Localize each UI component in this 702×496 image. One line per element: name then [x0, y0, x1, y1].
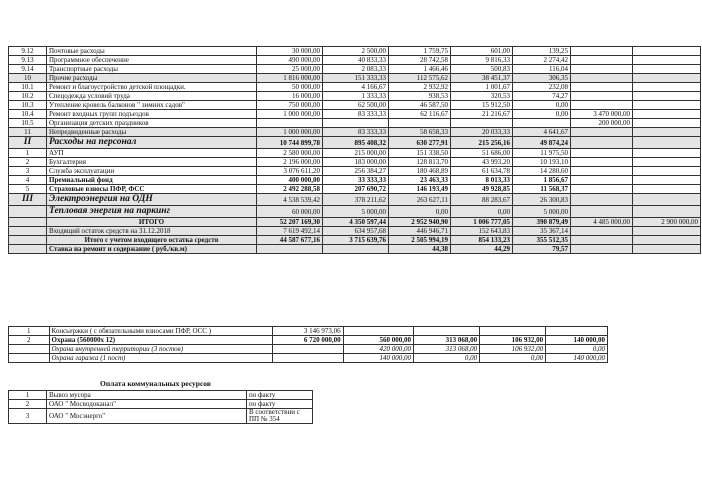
- value-cell: 854 133,23: [451, 236, 513, 245]
- row-name: Непредвиденные расходы: [47, 128, 257, 137]
- row-name: Консьержки ( с обязательными взносами ПФР, ОСС ): [49, 327, 273, 336]
- table-row: [9, 391, 313, 400]
- value-cell: 146 193,49: [389, 185, 451, 194]
- row-number: 2: [9, 400, 47, 409]
- value-cell: 20 033,33: [451, 128, 513, 137]
- value-cell: 16 000,00: [257, 92, 323, 101]
- row-number: [9, 206, 47, 218]
- table-row: [9, 409, 313, 424]
- value-cell: 14 280,60: [513, 167, 571, 176]
- row-name: Охрана (560000х 12): [49, 336, 273, 345]
- value-cell: [633, 227, 701, 236]
- row-name: Программное обеспечение: [47, 56, 257, 65]
- table-row: [9, 185, 701, 194]
- value-cell: [571, 101, 633, 110]
- row-name: Спецодежда условий труда: [47, 92, 257, 101]
- value-cell: [273, 354, 343, 363]
- table-row: [9, 245, 701, 254]
- row-number: [9, 245, 47, 254]
- value-cell: [451, 119, 513, 128]
- row-name: АУП: [47, 149, 257, 158]
- main-budget-table: [8, 46, 701, 254]
- value-cell: [633, 245, 701, 254]
- row-name: Вывоз мусора: [47, 391, 247, 400]
- row-number: 9.14: [9, 65, 47, 74]
- value-cell: 232,08: [513, 83, 571, 92]
- value-cell: [633, 185, 701, 194]
- value-cell: [257, 119, 323, 128]
- payment-note-line: по факту: [249, 399, 276, 408]
- value-cell: 5 000,00: [323, 206, 389, 218]
- row-number: III: [9, 194, 47, 206]
- value-cell: 30 000,00: [257, 47, 323, 56]
- value-cell: 106 932,00: [480, 345, 546, 354]
- table-row: [9, 47, 701, 56]
- value-cell: [571, 185, 633, 194]
- table-row: [9, 128, 701, 137]
- value-cell: 355 512,35: [513, 236, 571, 245]
- value-cell: 263 627,11: [389, 194, 451, 206]
- value-cell: 500,83: [451, 65, 513, 74]
- row-name: Ставка на ремонт и содержание ( руб./кв.м): [47, 245, 257, 254]
- value-cell: 306,35: [513, 74, 571, 83]
- payment-note: [247, 400, 313, 409]
- value-cell: [571, 74, 633, 83]
- value-cell: [633, 83, 701, 92]
- value-cell: 151 338,50: [389, 149, 451, 158]
- value-cell: [633, 119, 701, 128]
- row-name: Итого с учетом входящего остатка средств: [47, 236, 257, 245]
- table-row: [9, 110, 701, 119]
- value-cell: 83 333,33: [323, 128, 389, 137]
- value-cell: [546, 327, 608, 336]
- value-cell: [633, 128, 701, 137]
- row-number: 5: [9, 185, 47, 194]
- value-cell: 180 468,89: [389, 167, 451, 176]
- value-cell: 10 193,10: [513, 158, 571, 167]
- value-cell: 140 000,00: [546, 354, 608, 363]
- table-row: [9, 176, 701, 185]
- value-cell: 2 580 000,00: [257, 149, 323, 158]
- value-cell: 2 500,00: [323, 47, 389, 56]
- row-name: Охрана внутренней территории (3 постов): [49, 345, 273, 354]
- value-cell: 11 975,50: [513, 149, 571, 158]
- value-cell: 2 196 000,00: [257, 158, 323, 167]
- table-row: [9, 227, 701, 236]
- value-cell: [414, 327, 480, 336]
- value-cell: 8 013,33: [451, 176, 513, 185]
- value-cell: 26 300,83: [513, 194, 571, 206]
- value-cell: 23 463,33: [389, 176, 451, 185]
- value-cell: [633, 149, 701, 158]
- value-cell: 446 946,71: [389, 227, 451, 236]
- table-row: [9, 194, 701, 206]
- row-name: Транспортные расходы: [47, 65, 257, 74]
- row-number: 10.3: [9, 101, 47, 110]
- value-cell: 490 000,00: [257, 56, 323, 65]
- value-cell: [571, 194, 633, 206]
- value-cell: [633, 206, 701, 218]
- utilities-table: [8, 390, 313, 424]
- row-number: [9, 354, 50, 363]
- value-cell: 2 900 000,00: [633, 218, 701, 227]
- value-cell: 390 879,49: [513, 218, 571, 227]
- row-number: [9, 227, 47, 236]
- row-name: Охрана гаража (1 пост): [49, 354, 273, 363]
- value-cell: [571, 65, 633, 74]
- row-name: Тепловая энергия на паркинг: [47, 206, 257, 218]
- value-cell: 320,53: [451, 92, 513, 101]
- value-cell: [571, 149, 633, 158]
- table-row: [9, 74, 701, 83]
- row-number: 3: [9, 167, 47, 176]
- row-number: [9, 218, 47, 227]
- row-name: Утепление кровель балконов " зимних садов": [47, 101, 257, 110]
- value-cell: 1 333,33: [323, 92, 389, 101]
- value-cell: [571, 47, 633, 56]
- value-cell: [633, 137, 701, 149]
- table-row: [9, 65, 701, 74]
- row-name: Организация детских праздников: [47, 119, 257, 128]
- value-cell: 62 116,67: [389, 110, 451, 119]
- value-cell: [633, 56, 701, 65]
- value-cell: 207 690,72: [323, 185, 389, 194]
- value-cell: 40 833,33: [323, 56, 389, 65]
- value-cell: 4 641,67: [513, 128, 571, 137]
- value-cell: 60 000,00: [257, 206, 323, 218]
- row-name: Прочие расходы: [47, 74, 257, 83]
- value-cell: [571, 56, 633, 65]
- value-cell: 1 816 000,00: [257, 74, 323, 83]
- row-number: 10.1: [9, 83, 47, 92]
- row-number: 1: [9, 391, 47, 400]
- row-number: 9.12: [9, 47, 47, 56]
- table-row: [9, 400, 313, 409]
- value-cell: 43 993,20: [451, 158, 513, 167]
- payment-note-line: В соответствии с: [249, 408, 300, 416]
- value-cell: 44 587 677,16: [257, 236, 323, 245]
- value-cell: 3 076 611,20: [257, 167, 323, 176]
- staff-table: [8, 326, 608, 363]
- value-cell: 601,00: [451, 47, 513, 56]
- value-cell: 2 083,33: [323, 65, 389, 74]
- value-cell: 44,29: [451, 245, 513, 254]
- payment-note: [247, 409, 313, 424]
- value-cell: 2 932,92: [389, 83, 451, 92]
- value-cell: 0,00: [451, 206, 513, 218]
- value-cell: [480, 327, 546, 336]
- value-cell: 200 000,00: [571, 119, 633, 128]
- table-row: [9, 218, 701, 227]
- value-cell: 313 068,00: [414, 336, 480, 345]
- value-cell: [633, 47, 701, 56]
- value-cell: 10 744 899,78: [257, 137, 323, 149]
- value-cell: 2 505 994,19: [389, 236, 451, 245]
- row-number: [9, 236, 47, 245]
- value-cell: [571, 176, 633, 185]
- value-cell: 0,00: [480, 354, 546, 363]
- value-cell: 62 500,00: [323, 101, 389, 110]
- value-cell: [633, 236, 701, 245]
- value-cell: 4 485 000,00: [571, 218, 633, 227]
- row-name: Бухгалтерия: [47, 158, 257, 167]
- value-cell: 49 928,85: [451, 185, 513, 194]
- value-cell: 106 932,00: [480, 336, 546, 345]
- value-cell: 61 634,78: [451, 167, 513, 176]
- value-cell: [633, 158, 701, 167]
- value-cell: 46 587,50: [389, 101, 451, 110]
- row-name: Ремонт и благоустройство детской площадки.: [47, 83, 257, 92]
- value-cell: 58 658,33: [389, 128, 451, 137]
- value-cell: 1 759,75: [389, 47, 451, 56]
- value-cell: [571, 158, 633, 167]
- value-cell: 1 856,67: [513, 176, 571, 185]
- value-cell: [571, 83, 633, 92]
- row-name: ИТОГО: [47, 218, 257, 227]
- value-cell: [633, 176, 701, 185]
- value-cell: 400 000,00: [257, 176, 323, 185]
- table-row: [9, 336, 608, 345]
- value-cell: 2 274,42: [513, 56, 571, 65]
- row-number: 11: [9, 128, 47, 137]
- value-cell: 15 912,50: [451, 101, 513, 110]
- row-name: Почтовые расходы: [47, 47, 257, 56]
- value-cell: 0,00: [546, 345, 608, 354]
- value-cell: 28 742,58: [389, 56, 451, 65]
- value-cell: [571, 206, 633, 218]
- row-number: 10: [9, 74, 47, 83]
- value-cell: [571, 167, 633, 176]
- row-number: 2: [9, 336, 50, 345]
- row-number: [9, 345, 50, 354]
- value-cell: 7 619 492,14: [257, 227, 323, 236]
- value-cell: [273, 345, 343, 354]
- value-cell: [571, 245, 633, 254]
- value-cell: [633, 194, 701, 206]
- value-cell: [323, 119, 389, 128]
- payment-note-line: по факту: [249, 390, 276, 399]
- value-cell: 9 816,33: [451, 56, 513, 65]
- value-cell: 4 350 597,44: [323, 218, 389, 227]
- table-row: [9, 56, 701, 65]
- value-cell: 634 957,68: [323, 227, 389, 236]
- value-cell: [343, 327, 413, 336]
- table-row: [9, 206, 701, 218]
- value-cell: 630 277,91: [389, 137, 451, 149]
- table-row: [9, 149, 701, 158]
- row-name: Страховые взносы ПФР, ФСС: [47, 185, 257, 194]
- value-cell: 0,00: [513, 110, 571, 119]
- value-cell: [257, 245, 323, 254]
- row-name: ОАО " Мосэнерго": [47, 409, 247, 424]
- value-cell: 112 575,62: [389, 74, 451, 83]
- row-number: II: [9, 137, 47, 149]
- value-cell: 1 006 777,05: [451, 218, 513, 227]
- row-number: 9.13: [9, 56, 47, 65]
- table-row: [9, 92, 701, 101]
- value-cell: 140 000,00: [546, 336, 608, 345]
- value-cell: 1 001,67: [451, 83, 513, 92]
- value-cell: 183 000,00: [323, 158, 389, 167]
- table-row: [9, 345, 608, 354]
- value-cell: 128 813,70: [389, 158, 451, 167]
- table-row: [9, 167, 701, 176]
- value-cell: [323, 245, 389, 254]
- value-cell: 560 000,00: [343, 336, 413, 345]
- table-row: [9, 83, 701, 92]
- value-cell: [633, 65, 701, 74]
- value-cell: 895 408,32: [323, 137, 389, 149]
- table-row: [9, 119, 701, 128]
- value-cell: 256 384,27: [323, 167, 389, 176]
- value-cell: [633, 101, 701, 110]
- value-cell: 74,27: [513, 92, 571, 101]
- value-cell: 116,04: [513, 65, 571, 74]
- value-cell: 1 000 000,00: [257, 110, 323, 119]
- value-cell: 0,00: [513, 101, 571, 110]
- value-cell: [633, 92, 701, 101]
- value-cell: 378 211,62: [323, 194, 389, 206]
- value-cell: 0,00: [389, 206, 451, 218]
- value-cell: 5 000,00: [513, 206, 571, 218]
- row-name: Входящий остаток средств на 31.12.2018: [47, 227, 257, 236]
- value-cell: 33 333,33: [323, 176, 389, 185]
- row-number: 1: [9, 149, 47, 158]
- value-cell: 3 470 000,00: [571, 110, 633, 119]
- value-cell: 38 451,37: [451, 74, 513, 83]
- value-cell: [633, 74, 701, 83]
- row-number: 4: [9, 176, 47, 185]
- value-cell: 4 538 539,42: [257, 194, 323, 206]
- row-name: Электроэнергия на ОДН: [47, 194, 257, 206]
- row-number: 2: [9, 158, 47, 167]
- value-cell: 49 874,24: [513, 137, 571, 149]
- value-cell: 1 000 000,00: [257, 128, 323, 137]
- value-cell: [571, 137, 633, 149]
- value-cell: [633, 110, 701, 119]
- table-row: [9, 354, 608, 363]
- row-name: Премиальный фонд: [47, 176, 257, 185]
- utilities-title: Оплата коммунальных ресурсов: [100, 379, 211, 388]
- row-name: Ремонт входных групп подъездов: [47, 110, 257, 119]
- value-cell: 6 720 000,00: [273, 336, 343, 345]
- value-cell: 152 643,83: [451, 227, 513, 236]
- value-cell: 2 492 288,58: [257, 185, 323, 194]
- value-cell: 313 068,00: [414, 345, 480, 354]
- value-cell: 139,25: [513, 47, 571, 56]
- value-cell: 938,53: [389, 92, 451, 101]
- value-cell: 83 333,33: [323, 110, 389, 119]
- value-cell: [633, 167, 701, 176]
- value-cell: 215 000,00: [323, 149, 389, 158]
- value-cell: 750 000,00: [257, 101, 323, 110]
- row-name: Расходы на персонал: [47, 137, 257, 149]
- table-row: [9, 236, 701, 245]
- value-cell: 25 000,00: [257, 65, 323, 74]
- value-cell: 88 283,67: [451, 194, 513, 206]
- row-number: 10.4: [9, 110, 47, 119]
- row-number: 1: [9, 327, 50, 336]
- value-cell: 3 715 639,76: [323, 236, 389, 245]
- table-row: [9, 327, 608, 336]
- row-number: 10.5: [9, 119, 47, 128]
- value-cell: [571, 236, 633, 245]
- value-cell: 79,57: [513, 245, 571, 254]
- payment-note: [247, 391, 313, 400]
- row-number: 10.2: [9, 92, 47, 101]
- value-cell: 1 466,46: [389, 65, 451, 74]
- value-cell: 140 000,00: [343, 354, 413, 363]
- value-cell: 420 000,00: [343, 345, 413, 354]
- payment-note-line: ПП № 354: [249, 415, 280, 423]
- value-cell: [571, 227, 633, 236]
- value-cell: [513, 119, 571, 128]
- row-name: Служба эксплуатации: [47, 167, 257, 176]
- value-cell: 4 166,67: [323, 83, 389, 92]
- value-cell: 35 367,14: [513, 227, 571, 236]
- value-cell: 0,00: [414, 354, 480, 363]
- value-cell: 44,38: [389, 245, 451, 254]
- value-cell: 21 216,67: [451, 110, 513, 119]
- value-cell: 151 333,33: [323, 74, 389, 83]
- row-name: ОАО " Мосводоканал": [47, 400, 247, 409]
- row-number: 3: [9, 409, 47, 424]
- value-cell: [389, 119, 451, 128]
- value-cell: 50 000,00: [257, 83, 323, 92]
- value-cell: 11 568,37: [513, 185, 571, 194]
- value-cell: 51 686,00: [451, 149, 513, 158]
- value-cell: 3 146 973,06: [273, 327, 343, 336]
- value-cell: 52 207 169,30: [257, 218, 323, 227]
- value-cell: [571, 128, 633, 137]
- table-row: [9, 137, 701, 149]
- table-row: [9, 101, 701, 110]
- value-cell: [571, 92, 633, 101]
- value-cell: 215 256,16: [451, 137, 513, 149]
- value-cell: 2 952 940,90: [389, 218, 451, 227]
- table-row: [9, 158, 701, 167]
